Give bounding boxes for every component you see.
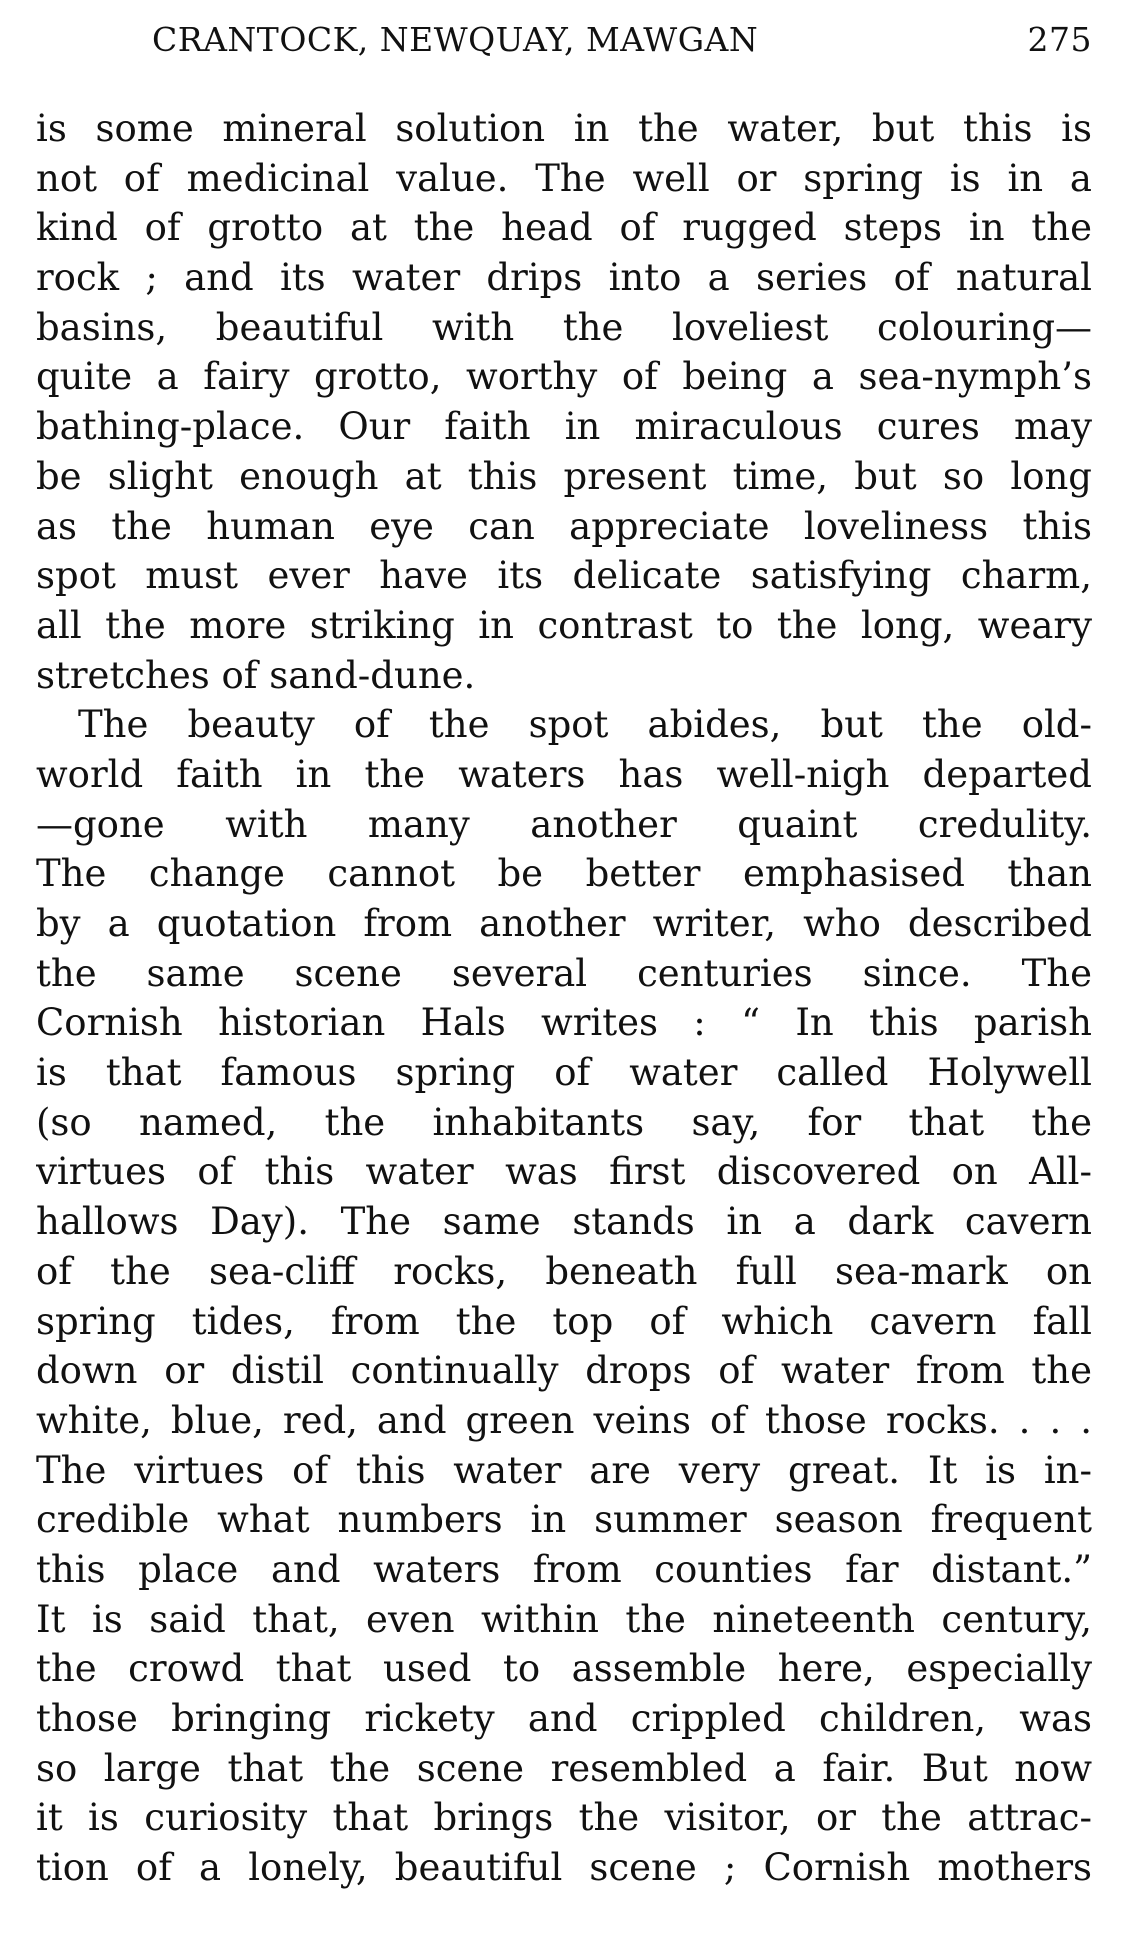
body-text xyxy=(36,104,1092,1893)
text-line: rock ; and its water drips into a series of natural xyxy=(36,256,1092,300)
page-header xyxy=(36,12,1092,68)
text-line: so large that the scene resembled a fair. But now xyxy=(36,1746,1092,1790)
text-line: of the sea-cliff rocks, beneath full sea-mark on xyxy=(36,1249,1092,1293)
text-line: credible what numbers in summer season frequent xyxy=(36,1498,1092,1542)
text-line: by a quotation from another writer, who described xyxy=(36,902,1092,945)
text-line: The change cannot be better emphasised than xyxy=(36,852,1092,896)
text-line: bathing-place. Our faith in miraculous cures may xyxy=(36,405,1092,449)
text-line: spring tides, from the top of which cavern fall xyxy=(36,1299,1092,1343)
text-line: The virtues of this water are very great. It is in- xyxy=(36,1448,1092,1492)
text-line: be slight enough at this present time, but so long xyxy=(36,454,1092,498)
text-line: (so named, the inhabitants say, for that the xyxy=(36,1100,1092,1144)
text-line: all the more striking in contrast to the long, weary xyxy=(36,603,1092,647)
text-line: down or distil continually drops of water from the xyxy=(36,1349,1092,1393)
text-line: it is curiosity that brings the visitor, or the attrac- xyxy=(36,1796,1092,1840)
text-line: those bringing rickety and crippled children, was xyxy=(36,1697,1092,1740)
text-line: the same scene several centuries since. The xyxy=(36,951,1092,995)
text-line: It is said that, even within the nineteenth century, xyxy=(36,1597,1092,1641)
text-line: is that famous spring of water called Holywell xyxy=(36,1051,1092,1095)
text-line: virtues of this water was first discovered on All- xyxy=(36,1150,1092,1194)
text-line: basins, beautiful with the loveliest colouring— xyxy=(36,305,1092,349)
text-line: tion of a lonely, beautiful scene ; Cornish mothers xyxy=(36,1846,1092,1890)
text-line: kind of grotto at the head of rugged steps in the xyxy=(36,206,1092,250)
text-line: this place and waters from counties far distant.” xyxy=(36,1547,1092,1591)
text-line: world faith in the waters has well-nigh departed xyxy=(36,752,1092,796)
text-line: as the human eye can appreciate loveliness this xyxy=(36,504,1092,548)
text-line: the crowd that used to assemble here, especially xyxy=(36,1647,1092,1691)
paragraph-start-line: The beauty of the spot abides, but the old- xyxy=(78,703,1092,747)
text-line: quite a fairy grotto, worthy of being a sea-nymph’s xyxy=(36,355,1092,399)
paragraph-end-line: stretches of sand-dune. xyxy=(36,653,476,697)
running-head: CRANTOCK, NEWQUAY, MAWGAN xyxy=(152,20,759,59)
text-line: hallows Day). The same stands in a dark cavern xyxy=(36,1200,1092,1244)
text-line: spot must ever have its delicate satisfying charm, xyxy=(36,554,1092,598)
page-number: 275 xyxy=(1027,20,1092,59)
text-line: not of medicinal value. The well or spring is in a xyxy=(36,156,1092,200)
text-line: white, blue, red, and green veins of those rocks. . . . xyxy=(36,1398,1092,1442)
text-line: is some mineral solution in the water, but this is xyxy=(36,107,1092,150)
text-line: —gone with many another quaint credulity. xyxy=(36,802,1092,846)
text-line: Cornish historian Hals writes : “ In this parish xyxy=(36,1001,1092,1045)
